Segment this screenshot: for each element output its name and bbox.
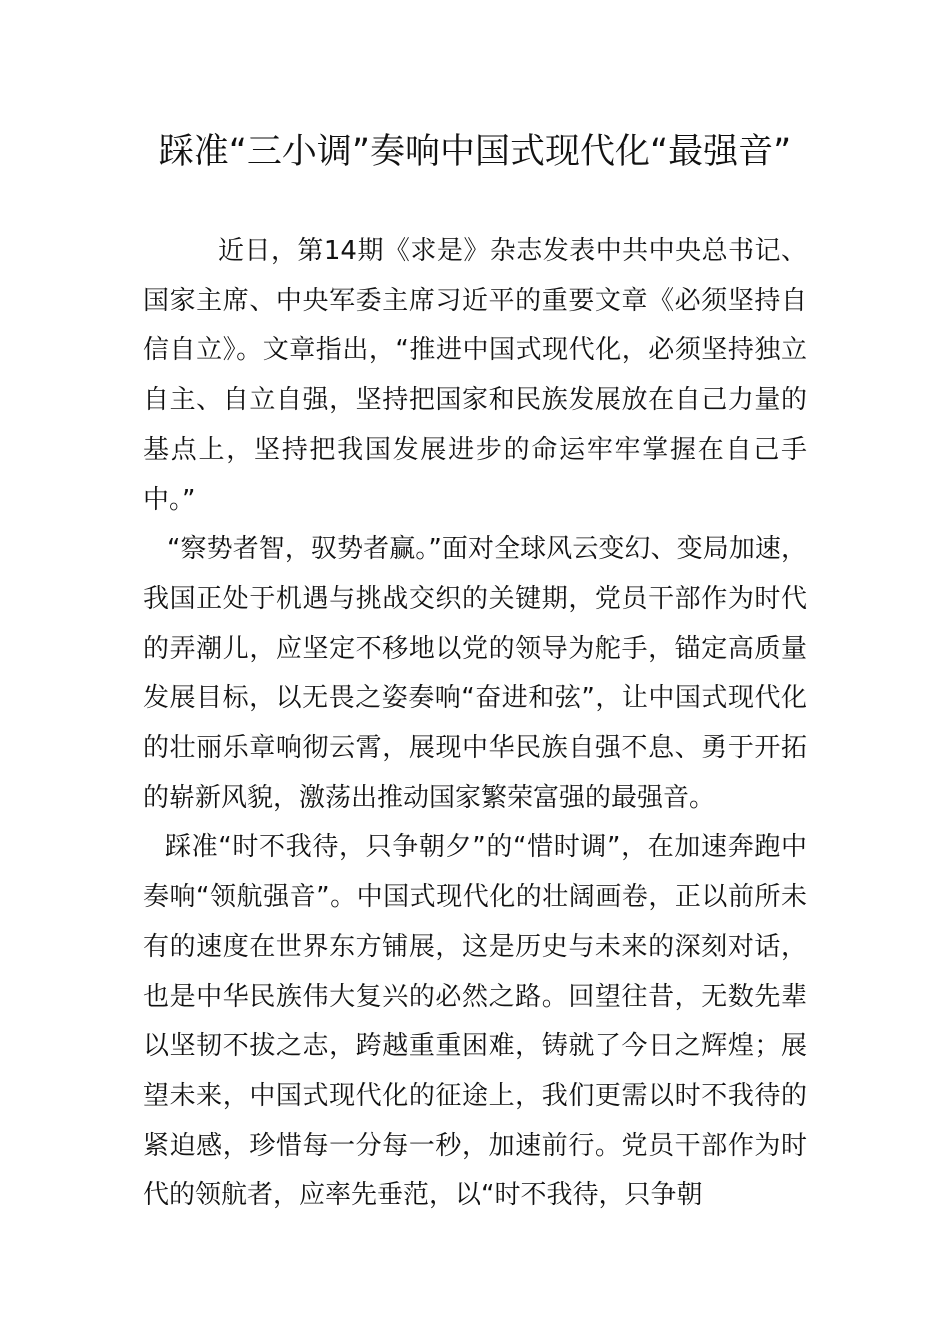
paragraph-3: 踩准“时不我待，只争朝夕”的“惜时调”，在加速奔跑中奏响“领航强音”。中国式现代化的壮阔画卷，正以前所未有的速度在世界东方铺展，这是历史与未来的深刻对话，也是中华民族伟大复兴的必然之路。回望往昔，无数先辈以坚韧不拔之志，跨越重重困难，铸就了今日之辉煌；展望未来，中国式现代化的征途上，我们更需以时不我待的紧迫感，珍惜每一分每一秒，加速前行。党员干部作为时代的领航者，应率先垂范，以“时不我待，只争朝 <box>143 832 807 1211</box>
paragraph-1: 近日，第14期《求是》杂志发表中共中央总书记、国家主席、中央军委主席习近平的重要文章《必须坚持自信自立》。文章指出，“推进中国式现代化，必须坚持独立自主、自立自强，坚持把国家和民族发展放在自己力量的基点上，坚持把我国发展进步的命运牢牢掌握在自己手中。” <box>143 236 807 515</box>
document-title: 踩准“三小调”奏响中国式现代化“最强音” <box>158 132 792 172</box>
document-body <box>143 227 807 1221</box>
paragraph-2: “察势者智，驭势者赢。”面对全球风云变幻、变局加速，我国正处于机遇与挑战交织的关键期，党员干部作为时代的弄潮儿，应坚定不移地以党的领导为舵手，锚定高质量发展目标，以无畏之姿奏响“奋进和弦”，让中国式现代化的壮丽乐章响彻云霄，展现中华民族自强不息、勇于开拓的崭新风貌，激荡出推动国家繁荣富强的最强音。 <box>143 534 807 813</box>
